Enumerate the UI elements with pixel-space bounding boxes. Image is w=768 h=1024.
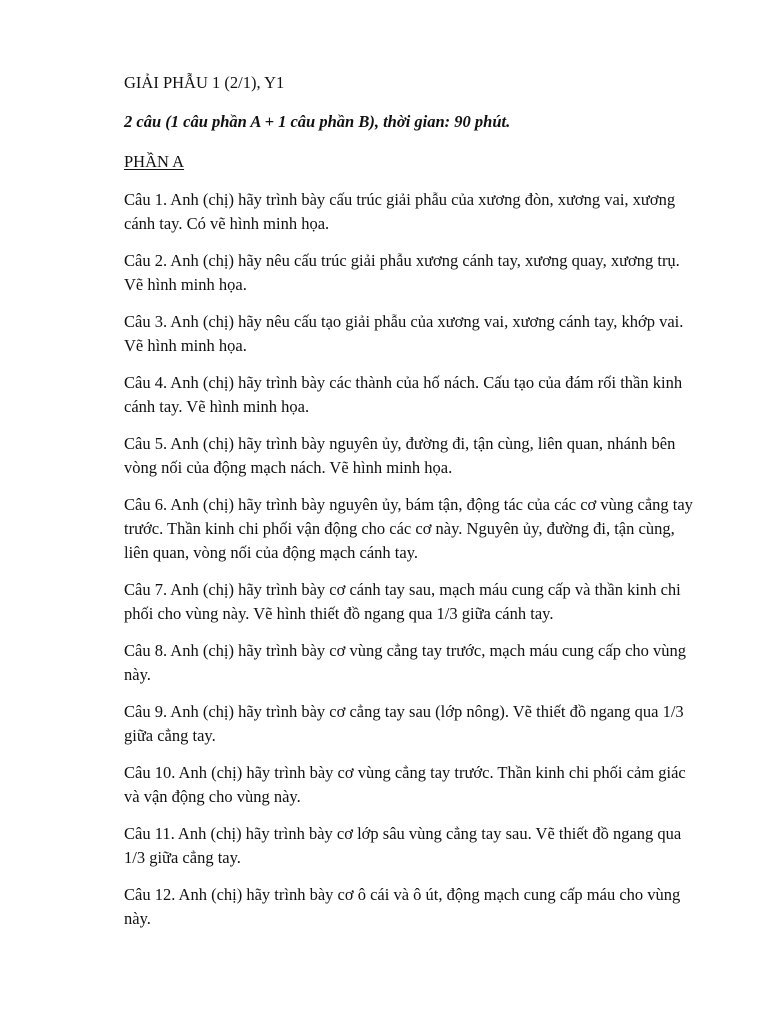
exam-instructions: 2 câu (1 câu phần A + 1 câu phần B), thời gian: 90 phút. [124,112,511,131]
document-body [124,71,702,944]
question-item-10: Câu 10. Anh (chị) hãy trình bày cơ vùng cẳng tay trước. Thần kinh chi phối cảm giác và vận động cho vùng này. [124,763,686,806]
question-item-11: Câu 11. Anh (chị) hãy trình bày cơ lớp sâu vùng cẳng tay sau. Vẽ thiết đồ ngang qua 1/3 giữa cẳng tay. [124,824,682,867]
question-item-7: Câu 7. Anh (chị) hãy trình bày cơ cánh tay sau, mạch máu cung cấp và thần kinh chi phối cho vùng này. Vẽ hình thiết đồ ngang qua 1/3 giữa cánh tay. [124,580,681,623]
question-item-2: Câu 2. Anh (chị) hãy nêu cấu trúc giải phẫu xương cánh tay, xương quay, xương trụ. Vẽ hình minh họa. [124,251,680,294]
question-item-9: Câu 9. Anh (chị) hãy trình bày cơ cẳng tay sau (lớp nông). Vẽ thiết đồ ngang qua 1/3 giữa cẳng tay. [124,702,684,745]
question-item-6: Câu 6. Anh (chị) hãy trình bày nguyên ủy, bám tận, động tác của các cơ vùng cẳng tay trước. Thần kinh chi phối vận động cho các cơ này. Nguyên ủy, đường đi, tận cùng, liên quan, vòng nối của động mạch cánh tay. [124,495,693,562]
question-item-3: Câu 3. Anh (chị) hãy nêu cấu tạo giải phẫu của xương vai, xương cánh tay, khớp vai. Vẽ hình minh họa. [124,312,684,355]
exam-title: GIẢI PHẪU 1 (2/1), Y1 [124,73,285,92]
question-item-12: Câu 12. Anh (chị) hãy trình bày cơ ô cái và ô út, động mạch cung cấp máu cho vùng này. [124,885,681,928]
question-list [124,188,702,931]
question-item-4: Câu 4. Anh (chị) hãy trình bày các thành của hố nách. Cấu tạo của đám rối thần kinh cánh tay. Vẽ hình minh họa. [124,373,683,416]
question-item-5: Câu 5. Anh (chị) hãy trình bày nguyên ủy, đường đi, tận cùng, liên quan, nhánh bên vòng nối của động mạch nách. Vẽ hình minh họa. [124,434,676,477]
question-item-1: Câu 1. Anh (chị) hãy trình bày cấu trúc giải phẫu của xương đòn, xương vai, xương cánh tay. Có vẽ hình minh họa. [124,190,676,233]
question-item-8: Câu 8. Anh (chị) hãy trình bày cơ vùng cẳng tay trước, mạch máu cung cấp cho vùng này. [124,641,687,684]
section-heading-part-a: PHẦN A [124,152,185,171]
